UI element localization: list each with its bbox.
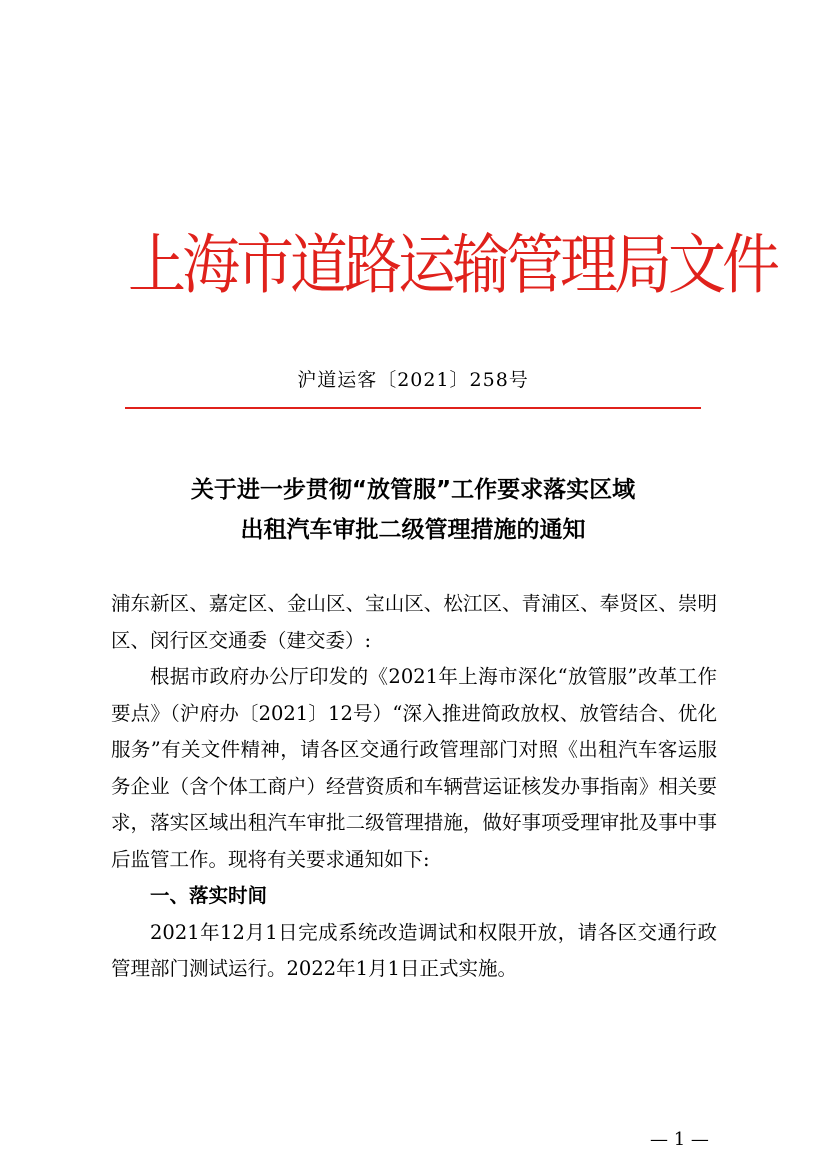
page-number: — 1 — bbox=[650, 1129, 709, 1150]
issuer-title: 上海市道路运输管理局文件 bbox=[128, 226, 777, 303]
document-number: 沪道运客〔2021〕258号 bbox=[297, 369, 529, 391]
section-heading-1: 一、落实时间 bbox=[150, 884, 268, 907]
document-title bbox=[0, 470, 826, 550]
document-body bbox=[111, 586, 717, 988]
addressee: 浦东新区、嘉定区、金山区、宝山区、松江区、青浦区、奉贤区、崇明区、闵行区交通委（建交委）: bbox=[111, 592, 717, 652]
document-title-line-2: 出租汽车审批二级管理措施的通知 bbox=[240, 517, 586, 543]
document-title-line-1: 关于进一步贯彻“放管服”工作要求落实区域 bbox=[190, 477, 636, 503]
body-paragraph-1: 根据市政府办公厅印发的《2021年上海市深化“放管服”改革工作要点》（沪府办〔2021〕12号）“深入推进简政放权、放管结合、优化服务”有关文件精神，请各区交通行政管理部门对照《出租汽车客运服务企业（含个体工商户）经营资质和车辆营运证核发办事指南》相关要求，落实区域出租汽车审批二级管理措施，做好事项受理审批及事中事后监管工作。现将有关要求通知如下: bbox=[111, 665, 717, 871]
red-divider-line bbox=[125, 407, 701, 409]
section-1-text: 2021年12月1日完成系统改造调试和权限开放，请各区交通行政管理部门测试运行。2022年1月1日正式实施。 bbox=[111, 920, 717, 980]
